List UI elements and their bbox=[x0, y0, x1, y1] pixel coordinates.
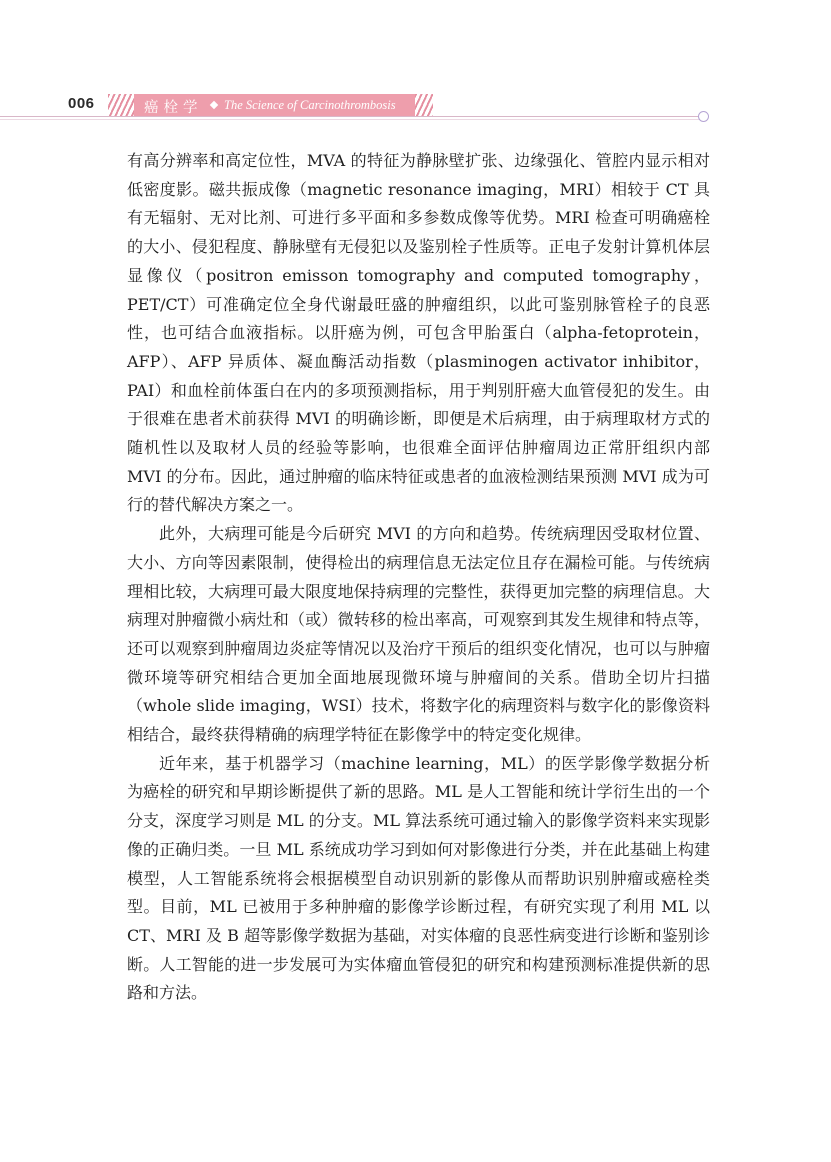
body-text bbox=[127, 147, 710, 1008]
running-header bbox=[0, 84, 831, 124]
header-rule-secondary bbox=[0, 119, 700, 120]
page-number: 006 bbox=[68, 95, 95, 112]
circle-ornament-icon bbox=[698, 111, 709, 122]
paragraph-machine-learning: 近年来，基于机器学习（machine learning，ML）的医学影像学数据分析为癌栓的研究和早期诊断提供了新的思路。ML 是人工智能和统计学衍生出的一个分支，深度学习则是 ML 的分支。ML 算法系统可通过输入的影像学资料来实现影像的正确归类。一旦 ML 系统成功学习到如何对影像进行分类，并在此基础上构建模型，人工智能系统将会根据模型自动识别新的影像从而帮助识别肿瘤或癌栓类型。目前，ML 已被用于多种肿瘤的影像学诊断过程，有研究实现了利用 ML 以 CT、MRI 及 B 超等影像学数据为基础，对实体瘤的良恶性病变进行诊断和鉴别诊断。人工智能的进一步发展可为实体瘤血管侵犯的研究和构建预测标准提供新的思路和方法。 bbox=[127, 753, 710, 1003]
book-title-english: The Science of Carcinothrombosis bbox=[224, 98, 396, 112]
paragraph-continuation: 有高分辨率和高定位性，MVA 的特征为静脉壁扩张、边缘强化、管腔内显示相对低密度影。磁共振成像（magnetic resonance imaging，MRI）相较于 CT 具有无辐射、无对比剂、可进行多平面和多参数成像等优势。MRI 检查可明确癌栓的大小、侵犯程度、静脉壁有无侵犯以及鉴别栓子性质等。正电子发射计算机体层显像仪（positron emisson tomography and computed tomography，PET/CT）可准确定位全身代谢最旺盛的肿瘤组织，以此可鉴别脉管栓子的良恶性，也可结合血液指标。以肝癌为例，可包含甲胎蛋白（alpha-fetoprotein，AFP）、AFP 异质体、凝血酶活动指数（plasminogen activator inhibitor，PAI）和血栓前体蛋白在内的多项预测指标，用于判别肝癌大血管侵犯的发生。由于很难在患者术前获得 MVI 的明确诊断，即便是术后病理，由于病理取材方式的随机性以及取材人员的经验等影响，也很难全面评估肿瘤周边正常肝组织内部 MVI 的分布。因此，通过肿瘤的临床特征或患者的血液检测结果预测 MVI 成为可行的替代解决方案之一。 bbox=[127, 151, 710, 515]
header-rule bbox=[0, 116, 700, 117]
book-title-chinese: 癌栓学 bbox=[144, 100, 203, 116]
paragraph-large-pathology: 此外，大病理可能是今后研究 MVI 的方向和趋势。传统病理因受取材位置、大小、方向等因素限制，使得检出的病理信息无法定位且存在漏检可能。与传统病理相比较，大病理可最大限度地保持病理的完整性，获得更加完整的病理信息。大病理对肿瘤微小病灶和（或）微转移的检出率高，可观察到其发生规律和特点等，还可以观察到肿瘤周边炎症等情况以及治疗干预后的组织变化情况，也可以与肿瘤微环境等研究相结合更加全面地展现微环境与肿瘤间的关系。借助全切片扫描（whole slide imaging，WSI）技术，将数字化的病理资料与数字化的影像资料相结合，最终获得精确的病理学特征在影像学中的特定变化规律。 bbox=[127, 524, 710, 745]
header-stripes-left bbox=[108, 94, 134, 116]
header-stripes-right bbox=[415, 94, 433, 116]
